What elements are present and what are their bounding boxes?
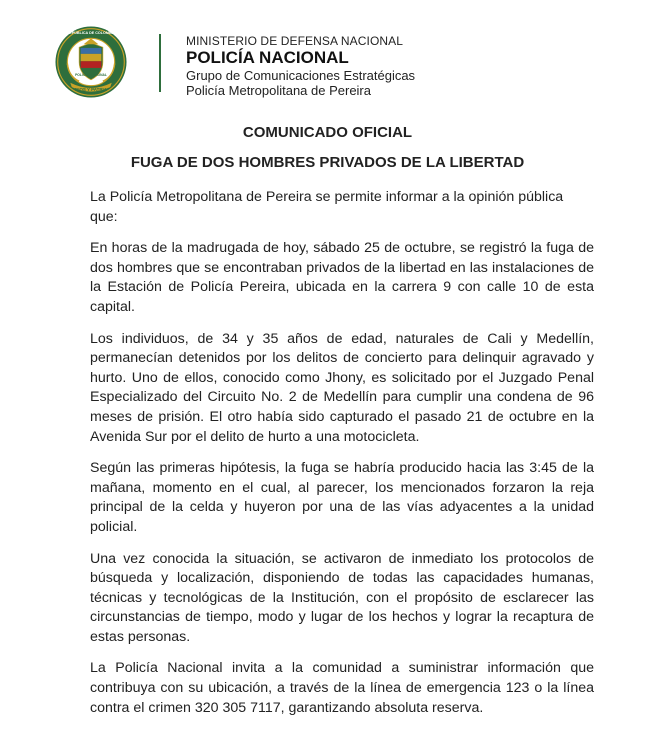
seal-mid-text: POLICÍA NACIONAL (75, 73, 107, 78)
paragraph: Los individuos, de 34 y 35 años de edad, naturales de Cali y Medellín, permanecían detenidos por los delitos de concierto para delinquir agravado y hurto. Uno de ellos, conocido como Jhony, es solicitado por el Juzgado Penal Especializado del Circuito No. 2 de Medellín para cumplir una condena de 96 meses de prisión. El otro había sido capturado el pasado 21 de octubre en la Avenida Sur por el delito de hurto a una motocicleta. (90, 330, 594, 445)
institution-name: POLICÍA NACIONAL (186, 48, 349, 67)
paragraph-intro: La Policía Metropolitana de Pereira se permite informar a la opinión pública que: (90, 189, 564, 225)
paragraph: En horas de la madrugada de hoy, sábado 25 de octubre, se registró la fuga de dos hombres que se encontraban privados de la libertad en las instalaciones de la Estación de Policía Pereira, ubicada en la carrera 9 con calle 10 de esta capital. (90, 240, 594, 315)
ministry-name: MINISTERIO DE DEFENSA NACIONAL (186, 34, 404, 48)
policia-nacional-seal-icon (54, 24, 128, 100)
unit-name: Policía Metropolitana de Pereira (186, 83, 371, 98)
organization-block (186, 34, 415, 98)
header-divider (159, 34, 161, 92)
seal-top-text: REPÚBLICA DE COLOMBIA (66, 30, 116, 35)
paragraph: Una vez conocida la situación, se activaron de inmediato los protocolos de búsqueda y localización, disponiendo de todas las capacidades humanas, técnicas y tecnológicas de la Institución, con el propósito de esclarecer las circunstancias de tiempo, modo y lugar de los hechos y lograr la recaptura de estas personas. (90, 550, 594, 645)
document-subheading: FUGA DE DOS HOMBRES PRIVADOS DE LA LIBERTAD (130, 154, 525, 171)
paragraph: La Policía Nacional invita a la comunidad a suministrar información que contribuya con su ubicación, a través de la línea de emergencia 123 o la línea contra el crimen 320 305 7117, garantizando absoluta reserva. (90, 660, 594, 716)
group-name: Grupo de Comunicaciones Estratégicas (186, 68, 416, 83)
paragraph: Según las primeras hipótesis, la fuga se habría producido hacia las 3:45 de la mañana, momento en el cual, al parecer, los mencionados forzaron la reja principal de la celda y huyeron por una de las vías adyacentes a la unidad policial. (90, 460, 594, 535)
letterhead (0, 0, 655, 110)
document-body (90, 188, 594, 730)
seal-motto: DIOS Y PATRIA (75, 86, 107, 92)
document-heading: COMUNICADO OFICIAL (242, 124, 413, 141)
